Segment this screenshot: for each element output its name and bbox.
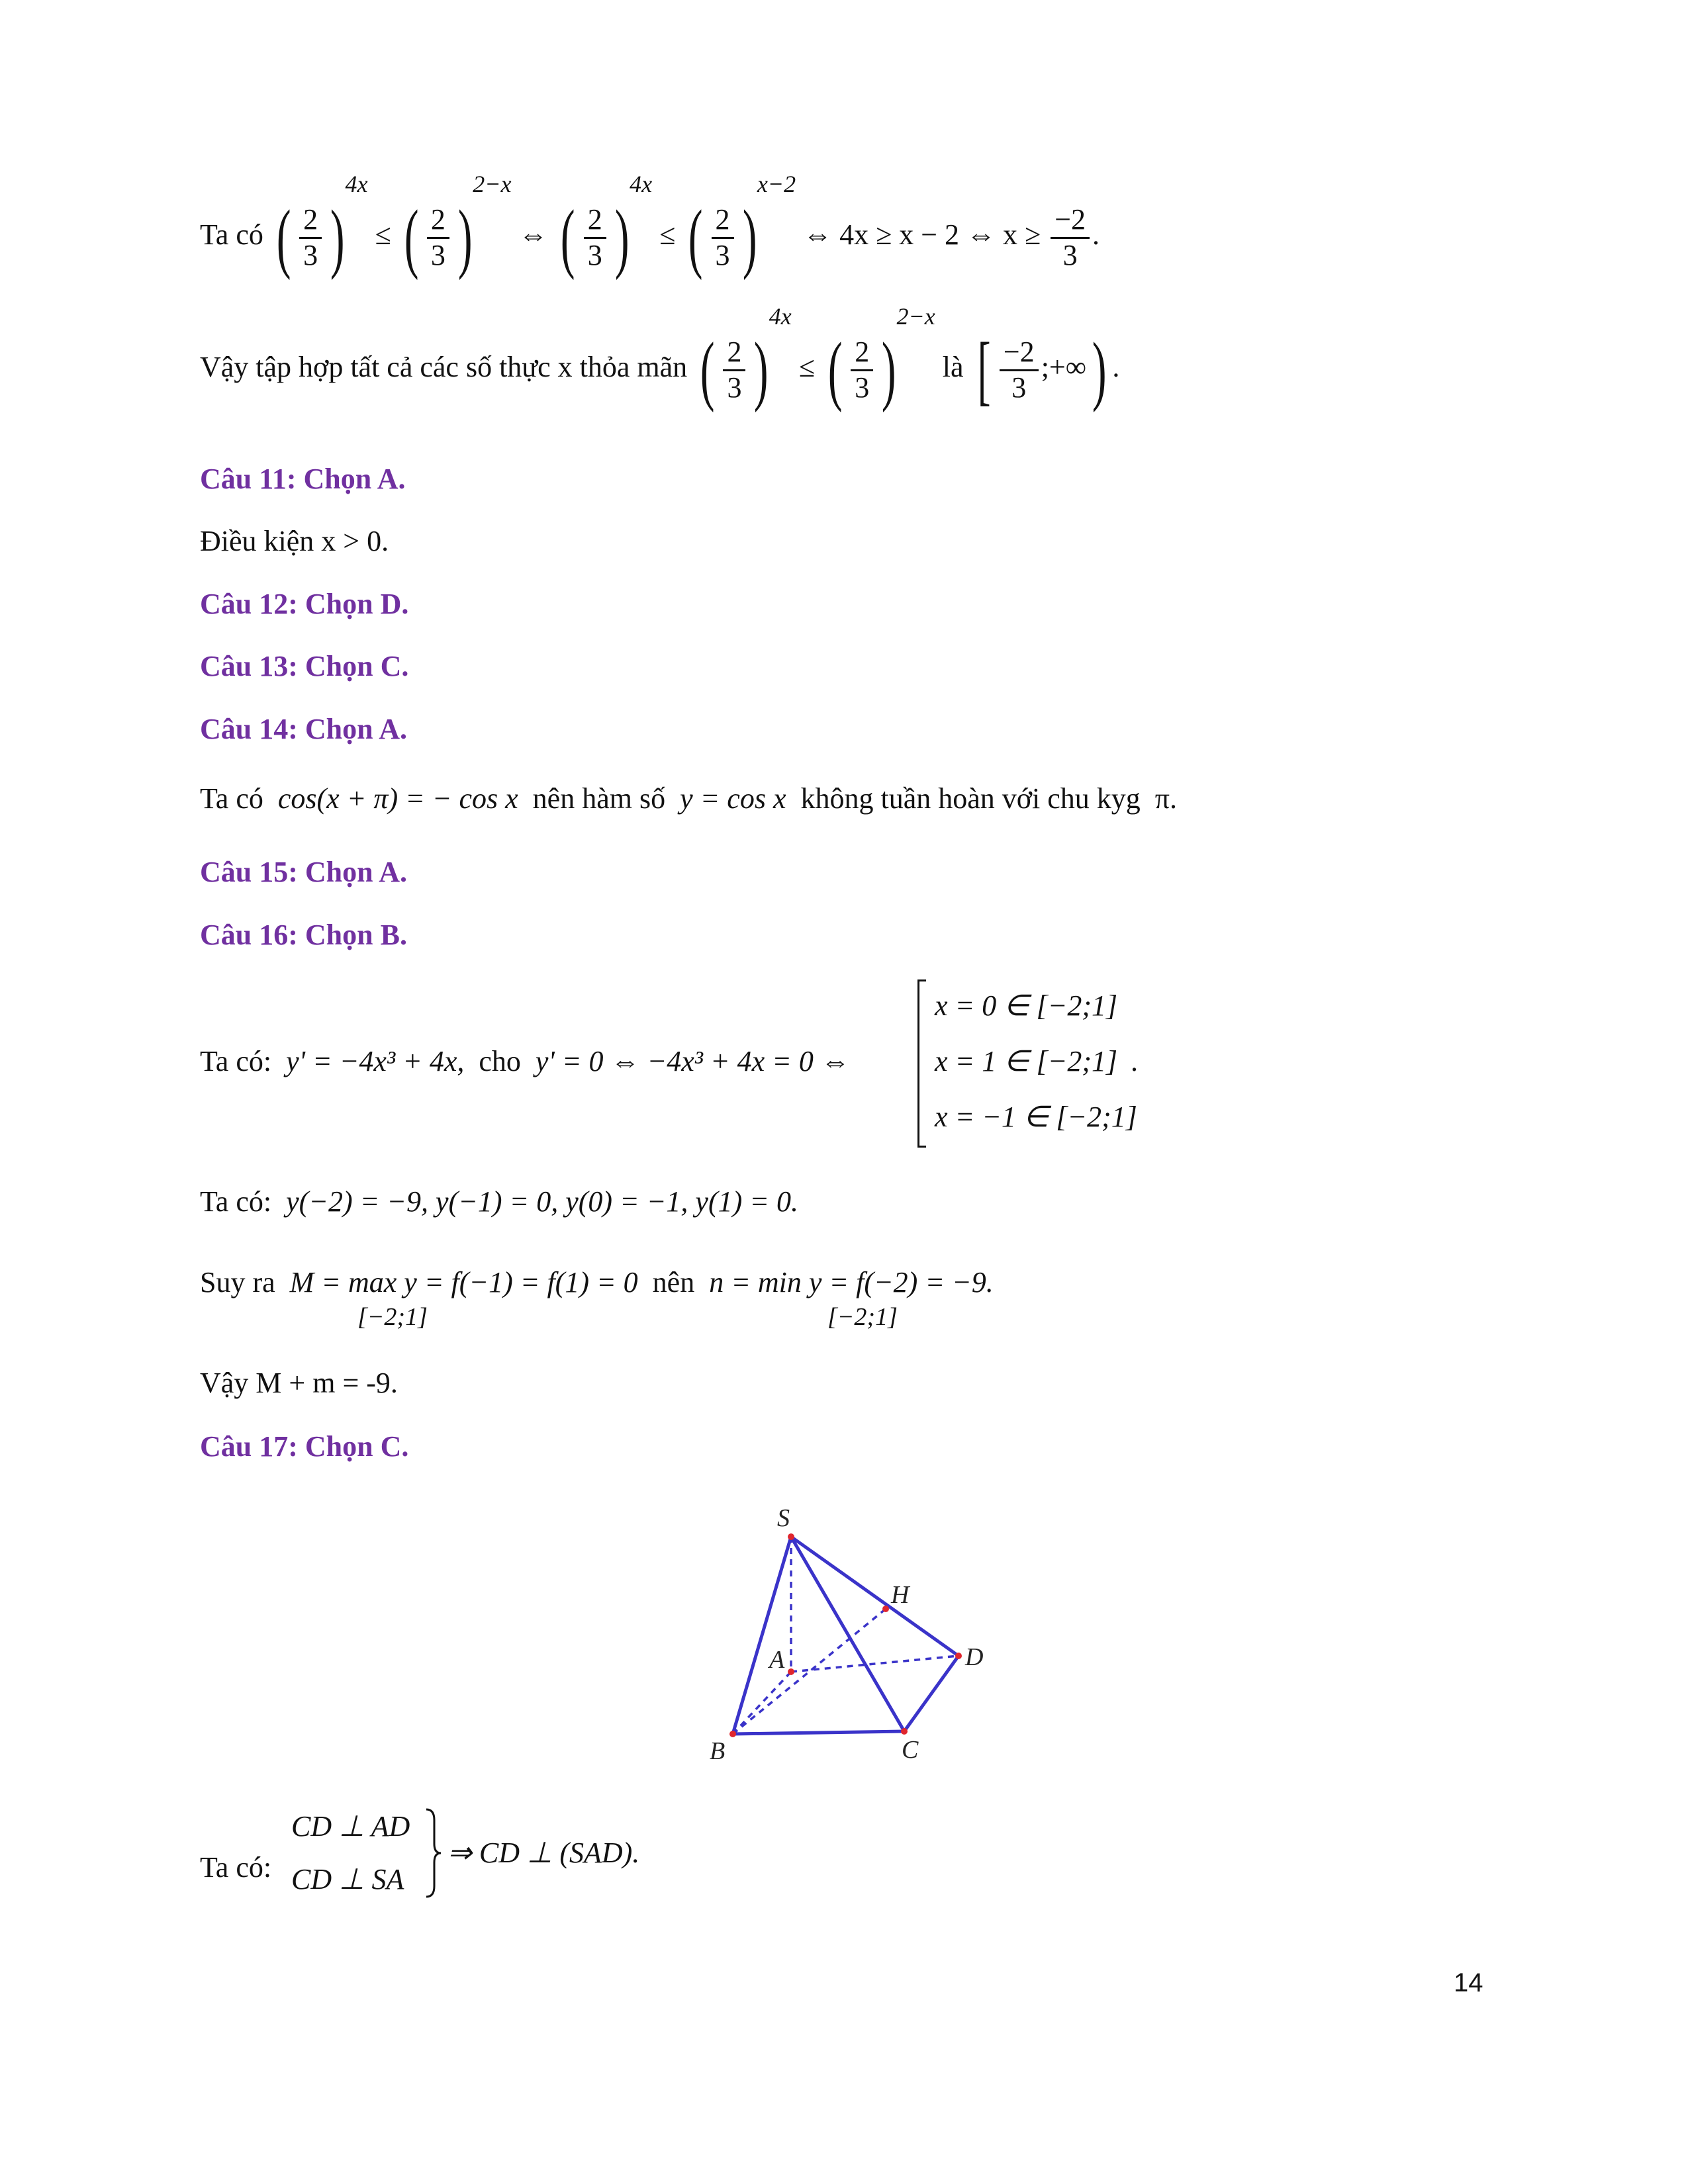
relation-result: ⇒ CD ⊥ (SAD). <box>447 1837 640 1869</box>
system-row-3: x = −1 ∈ [−2;1] <box>935 1101 1137 1133</box>
text-cau-14: Ta có cos(x + π) = − cos x nên hàm số y = cos x không tuần hoàn với chu kyg π. <box>200 782 1178 815</box>
relation-row-2: CD ⊥ SA <box>291 1863 404 1895</box>
text-max-min: Suy ra M = max y = f(−1) = f(1) = 0 nên n = min y = f(−2) = −9. <box>200 1266 994 1298</box>
label-h: H <box>891 1581 910 1609</box>
system-bracket <box>917 979 926 1148</box>
text-values: Ta có: y(−2) = −9, y(−1) = 0, y(0) = −1, y(1) = 0. <box>200 1185 798 1218</box>
min-subscript: [−2;1] <box>827 1303 898 1331</box>
heading-cau-11: Câu 11: Chọn A. <box>200 463 406 495</box>
edge-sd <box>791 1537 959 1656</box>
point-b <box>729 1731 736 1737</box>
heading-cau-16: Câu 16: Chọn B. <box>200 919 407 951</box>
edge-cd <box>904 1656 959 1731</box>
equation-line-2: Vậy tập hợp tất cả các số thực x thỏa mãn ( $\frac{2}{3}$ )4x ≤ ( $\frac{2}{3}$ )2−x là [ $\frac{-2}{3}$ ;+∞) . <box>200 303 1120 413</box>
max-subscript: [−2;1] <box>357 1303 428 1331</box>
point-a <box>788 1668 794 1675</box>
text-sum: Vậy M + m = -9. <box>200 1367 398 1399</box>
edge-bc <box>733 1731 904 1734</box>
right-brace <box>424 1807 444 1899</box>
point-d <box>955 1653 962 1659</box>
text-conclusion-label: Ta có: <box>200 1851 272 1884</box>
label-b: B <box>710 1737 726 1765</box>
heading-cau-12: Câu 12: Chọn D. <box>200 588 409 620</box>
system-end-dot: . <box>1131 1045 1138 1077</box>
system-row-2: x = 1 ∈ [−2;1] <box>935 1045 1118 1077</box>
condition-text: Điều kiện x > 0. <box>200 525 389 557</box>
relation-row-1: CD ⊥ AD <box>291 1810 410 1843</box>
point-s <box>788 1533 794 1540</box>
system-row-1: x = 0 ∈ [−2;1] <box>935 989 1118 1022</box>
label-a: A <box>769 1646 785 1674</box>
equation-line-1: Ta có ( $\frac{2}{3}$ )4x ≤ ( $\frac{2}{3}$ )2−x ⇔ ( $\frac{2}{3}$ )4x ≤ ( $\frac{2}{3}$ )x−2 ⇔ 4x ≥ x − 2 ⇔ x ≥ $\frac{-2}{3}$ . <box>200 171 1100 281</box>
heading-cau-15: Câu 15: Chọn A. <box>200 856 407 888</box>
page-number: 14 <box>1454 1968 1483 1997</box>
segment-bh-hidden <box>733 1609 886 1734</box>
label-s: S <box>777 1504 790 1532</box>
edge-ad-hidden <box>791 1656 959 1672</box>
label-c: C <box>902 1736 919 1764</box>
point-h <box>882 1606 889 1612</box>
edge-sc <box>791 1537 904 1731</box>
pyramid-figure <box>695 1502 1013 1767</box>
point-c <box>901 1728 908 1735</box>
label-d: D <box>965 1643 984 1671</box>
heading-cau-13: Câu 13: Chọn C. <box>200 650 409 682</box>
heading-cau-17: Câu 17: Chọn C. <box>200 1430 409 1463</box>
text: Ta có <box>200 218 263 251</box>
heading-cau-14: Câu 14: Chọn A. <box>200 713 407 745</box>
text-derivative: Ta có: y' = −4x³ + 4x, cho y' = 0 ⇔ −4x³ + 4x = 0 ⇔ <box>200 1045 850 1077</box>
edge-sb <box>733 1537 791 1734</box>
